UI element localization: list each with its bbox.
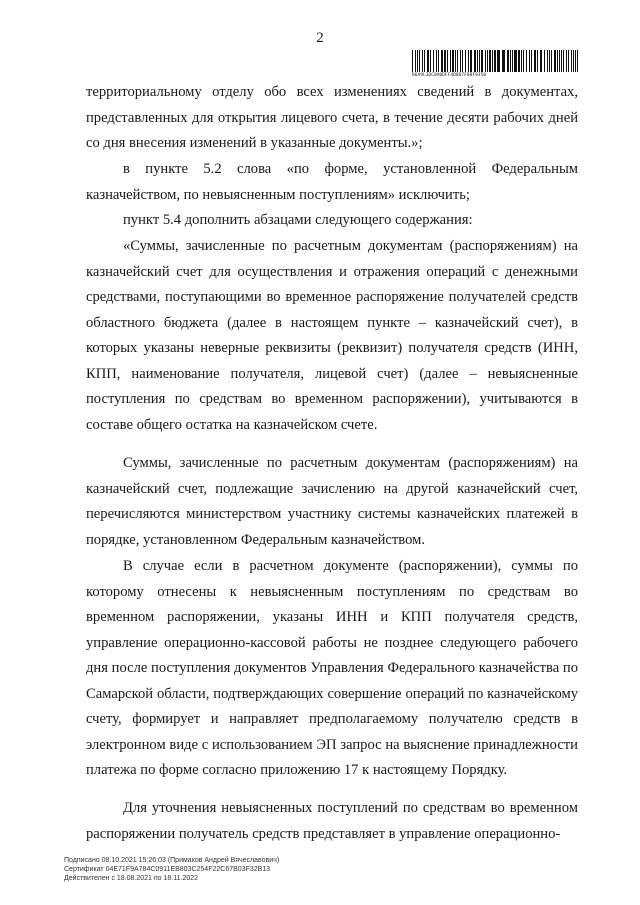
footer-valid: Действителен с 18.08.2021 по 18.11.2022: [64, 875, 199, 882]
paragraph-inn-kpp-case: В случае если в расчетном документе (распоряжении), суммы по которому отнесены к невыясненным поступлениям по средствам во временном распоряжении, указаны ИНН и КПП получателя средств, управление операционно-кассовой работы не позднее следующего рабочего дня после поступления документов Управления Федерального казначейства по Самарской области, подтверждающих совершение операций по казначейскому счету, формирует и направляет предполагаемому получателю средств в электронном виде с использованием ЭП запрос на выяснение принадлежности платежа по форме согласно приложению 17 к настоящему Порядку.: [86, 558, 578, 778]
barcode-text: B6A9L3DC0A0DFF4D8D7F0BF9350: [412, 73, 487, 78]
signature-footer: [64, 856, 279, 883]
footer-signed: Подписано 08.10.2021 15:26:03 (Примаков Андрей Вячеславович): [64, 857, 280, 864]
barcode-icon: [412, 50, 578, 72]
paragraph-amendment-5-2: в пункте 5.2 слова «по форме, установленной Федеральным казначейством, по невыясненным поступлениям» исключить;: [86, 161, 578, 203]
barcode-block: [412, 50, 578, 78]
paragraph-sums-transfer: Суммы, зачисленные по расчетным документам (распоряжениям) на казначейский счет, подлежащие зачислению на другой казначейский счет, перечисляются министерством участнику системы казначейских платежей в порядке, установленном Федеральным казначейством.: [86, 455, 578, 548]
paragraph-amendment-5-4: пункт 5.4 дополнить абзацами следующего содержания:: [123, 212, 473, 228]
paragraph-continuation: территориальному отделу обо всех изменениях сведений в документах, представленных для открытия лицевого счета, в течение десяти рабочих дней со дня внесения изменений в указанные документы.»;: [86, 84, 578, 151]
paragraph-sums-unclarified: «Суммы, зачисленные по расчетным документам (распоряжениям) на казначейский счет для осуществления и отражения операций с денежными средствами, поступающими во временное распоряжение получателей средств областного бюджета (далее в настоящем пункте – казначейский счет), в которых указаны неверные реквизиты (реквизит) получателя средств (ИНН, КПП, наименование получателя, лицевой счет) (далее – невыясненные поступления по средствам во временном распоряжении), учитываются в составе общего остатка на казначейском счете.: [86, 238, 578, 433]
page-number: 2: [316, 30, 324, 46]
footer-certificate: Сертификат 04E71F9A784C0911EB803C254F22C67B03F32B13: [64, 866, 271, 873]
paragraph-clarification: Для уточнения невыясненных поступлений по средствам во временном распоряжении получатель средств представляет в управление операционно-: [86, 800, 578, 842]
